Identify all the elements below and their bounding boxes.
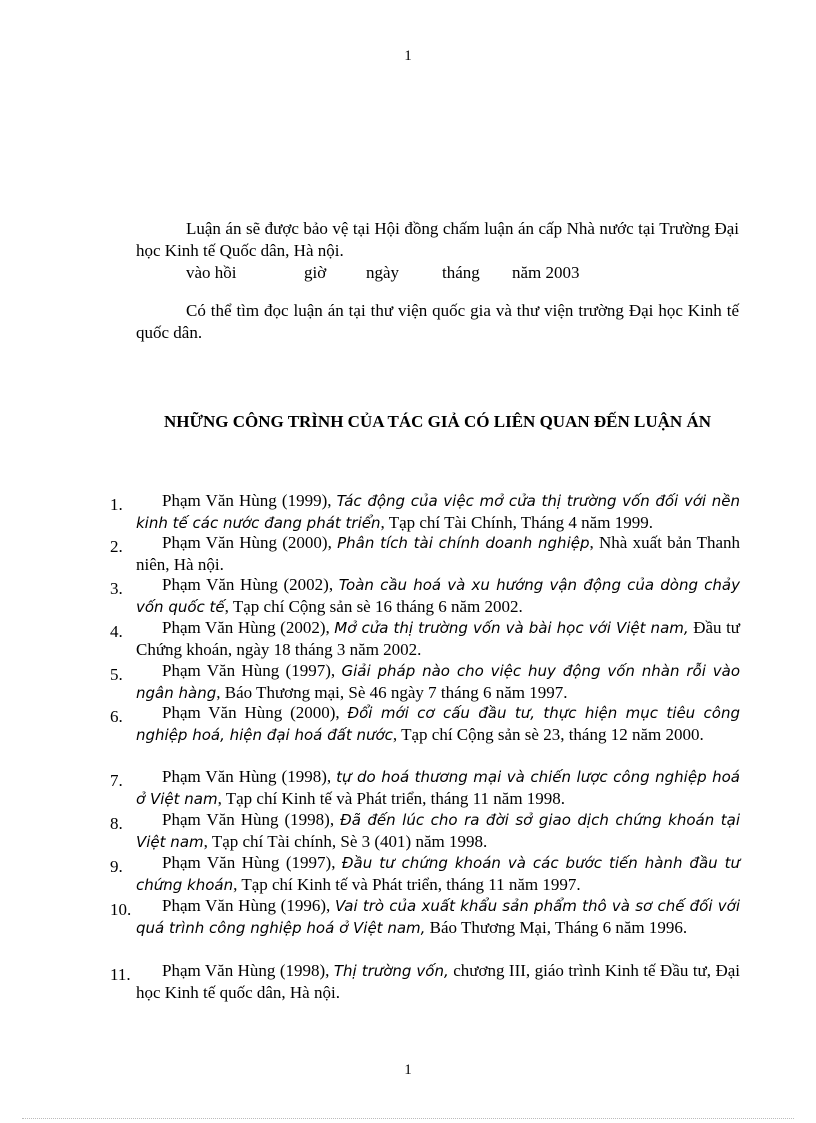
list-item bbox=[110, 852, 740, 896]
ref-author: Phạm Văn Hùng (1996), bbox=[162, 896, 335, 915]
ref-author: Phạm Văn Hùng (2002), bbox=[162, 575, 339, 594]
ref-title: Giải pháp nào cho việc huy động vốn nhàn rỗi vào ngân hàng bbox=[136, 662, 740, 702]
ref-source: , Tạp chí Kinh tế và Phát triển, tháng 11 năm 1998. bbox=[217, 789, 566, 808]
ref-title: Thị trường vốn, bbox=[333, 962, 449, 980]
list-item bbox=[110, 574, 740, 618]
ref-author: Phạm Văn Hùng (1998), bbox=[162, 961, 334, 980]
ref-source: , Tạp chí Kinh tế và Phát triển, tháng 11 năm 1997. bbox=[233, 875, 581, 894]
date-label-year: năm 2003 bbox=[512, 263, 580, 282]
ref-title: tự do hoá thương mại và chiến lược công nghiệp hoá ở Việt nam bbox=[136, 768, 741, 808]
list-item-number: 8. bbox=[110, 814, 123, 833]
page-number-top: 1 bbox=[404, 48, 412, 64]
ref-title: Phân tích tài chính doanh nghiệp bbox=[337, 534, 590, 552]
ref-source: , Tạp chí Tài chính, Sè 3 (401) năm 1998. bbox=[203, 832, 488, 851]
date-label-month: tháng bbox=[442, 263, 480, 282]
list-item-number: 3. bbox=[110, 579, 123, 598]
ref-title: Tác động của việc mở cửa thị trường vốn đối với nền kinh tế các nước đang phát triển bbox=[136, 492, 740, 532]
ref-author: Phạm Văn Hùng (1999), bbox=[162, 491, 337, 510]
ref-author: Phạm Văn Hùng (1998), bbox=[162, 810, 341, 829]
list-item bbox=[110, 895, 740, 939]
date-label-hour: vào hồi bbox=[186, 263, 237, 282]
ref-source: Đầu tư Chứng khoán, ngày 18 tháng 3 năm 2002. bbox=[136, 618, 740, 659]
ref-title: Toàn cầu hoá và xu hướng vận động của dòng chảy vốn quốc tế bbox=[136, 576, 740, 616]
ref-author: Phạm Văn Hùng (2002), bbox=[162, 618, 335, 637]
page-number-bottom: 1 bbox=[404, 1062, 412, 1078]
ref-source: , Tạp chí Cộng sản sè 23, tháng 12 năm 2000. bbox=[392, 725, 704, 744]
ref-title: Đã đến lúc cho ra đời sở giao dịch chứng khoán tại Việt nam bbox=[136, 811, 740, 851]
ref-title: Vai trò của xuất khẩu sản phẩm thô và sơ chế đối với quá trình công nghiệp hoá ở Việt nam, bbox=[136, 897, 740, 937]
page-divider bbox=[22, 1118, 794, 1119]
list-item bbox=[110, 532, 740, 575]
ref-source: , Tạp chí Tài Chính, Tháng 4 năm 1999. bbox=[380, 513, 653, 532]
ref-source: , Nhà xuất bản Thanh niên, Hà nội. bbox=[136, 533, 740, 574]
ref-title: Mở cửa thị trường vốn và bài học với Việt nam, bbox=[334, 619, 689, 637]
ref-author: Phạm Văn Hùng (2000), bbox=[162, 703, 348, 722]
list-item-number: 2. bbox=[110, 537, 123, 556]
ref-author: Phạm Văn Hùng (2000), bbox=[162, 533, 338, 552]
list-item-number: 6. bbox=[110, 707, 123, 726]
list-item-number: 11. bbox=[110, 965, 131, 984]
ref-source: chương III, giáo trình Kinh tế Đầu tư, Đại học Kinh tế quốc dân, Hà nội. bbox=[136, 961, 740, 1002]
ref-title: Đổi mới cơ cấu đầu tư, thực hiện mục tiêu công nghiệp hoá, hiện đại hoá đất nước bbox=[136, 704, 740, 744]
date-label-day: ngày bbox=[366, 263, 400, 282]
list-item-number: 7. bbox=[110, 771, 123, 790]
list-item bbox=[110, 490, 740, 534]
date-label-time: giờ bbox=[304, 263, 327, 282]
ref-source: Báo Thương Mại, Tháng 6 năm 1996. bbox=[425, 918, 688, 937]
ref-title: Đầu tư chứng khoán và các bước tiến hành đầu tư chứng khoán bbox=[136, 854, 740, 894]
ref-source: , Báo Thương mại, Sè 46 ngày 7 tháng 6 năm 1997. bbox=[216, 683, 568, 702]
ref-author: Phạm Văn Hùng (1998), bbox=[162, 767, 337, 786]
list-item-number: 1. bbox=[110, 495, 123, 514]
defense-info-paragraph: Luận án sẽ được bảo vệ tại Hội đồng chấm luận án cấp Nhà nước tại Trường Đại học Kinh tế Quốc dân, Hà nội. bbox=[136, 219, 739, 260]
library-info-paragraph: Có thể tìm đọc luận án tại thư viện quốc gia và thư viện trường Đại học Kinh tế quốc dân. bbox=[136, 301, 739, 342]
ref-source: , Tạp chí Cộng sản sè 16 tháng 6 năm 2002. bbox=[224, 597, 523, 616]
list-item bbox=[110, 660, 740, 704]
list-item bbox=[110, 702, 740, 746]
list-item-number: 9. bbox=[110, 857, 123, 876]
list-item-number: 4. bbox=[110, 622, 123, 641]
defense-date-line bbox=[186, 262, 580, 284]
list-item bbox=[110, 960, 740, 1003]
list-item bbox=[110, 809, 740, 853]
ref-author: Phạm Văn Hùng (1997), bbox=[162, 853, 342, 872]
publications-heading: NHỮNG CÔNG TRÌNH CỦA TÁC GIẢ CÓ LIÊN QUAN ĐẾN LUẬN ÁN bbox=[163, 412, 712, 431]
list-item-number: 5. bbox=[110, 665, 123, 684]
list-item bbox=[110, 617, 740, 660]
list-item-number: 10. bbox=[110, 900, 132, 919]
list-item bbox=[110, 766, 740, 810]
ref-author: Phạm Văn Hùng (1997), bbox=[162, 661, 342, 680]
